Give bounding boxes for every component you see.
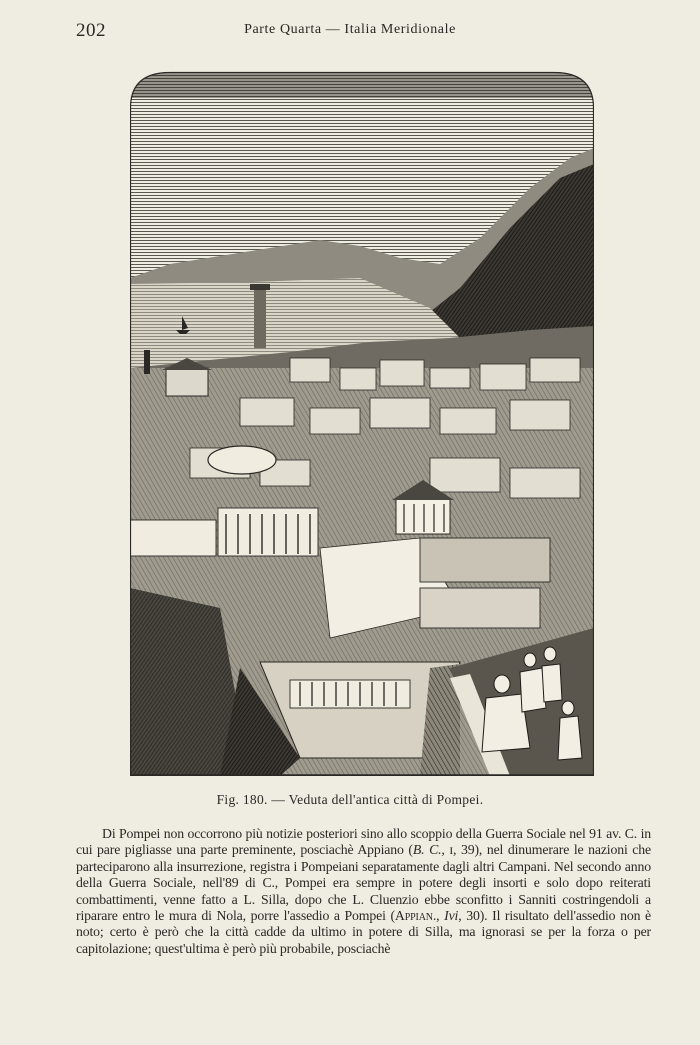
paragraph-text: , 30). Il risultato dell'assedio non è noto; certo è però che la città cadde da ultimo in potere di Silla, ma ignorasi se per la forza o per capitolazione; quest'ultima è però più probabile, posciachè	[76, 908, 651, 956]
citation-title: B. C.	[412, 842, 442, 858]
figure-caption: Fig. 180. — Veduta dell'antica città di Pompei.	[216, 792, 484, 807]
engraving-scene	[130, 68, 594, 776]
citation-author: Appian.	[394, 908, 437, 924]
paragraph-1	[76, 826, 651, 957]
running-title: Parte Quarta — Italia Meridionale	[244, 22, 456, 37]
citation-separator: ,	[436, 908, 445, 924]
page-number: 202	[76, 20, 106, 41]
pompeii-engraving	[130, 68, 594, 776]
paragraph-text: , ɪ, 39), nel dinumerare le nazioni che parteciparono alla insurrezione, registra i Pompeiani separatamente dagli altri Campani. Nel secondo anno della Guerra Sociale, nell'89 di C., Pompei era sempre in potere degli insorti e solo dopo reiterati combattimenti, venne fatto a L. Silla, dopo che L. Cluenzio ebbe sconfitto i Sanniti costringendoli a riparare entro le mura di Nola, porre l'assedio a Pompei (	[76, 842, 651, 924]
body-paragraph	[76, 826, 651, 957]
citation-ibid: Ivi	[444, 908, 459, 924]
paragraph-text: Di Pompei non occorrono più notizie posteriori sino allo scoppio della Guerra Sociale nel 91 av. C. in cui pare pigliasse una parte preminente, posciachè Appiano (	[76, 826, 651, 858]
